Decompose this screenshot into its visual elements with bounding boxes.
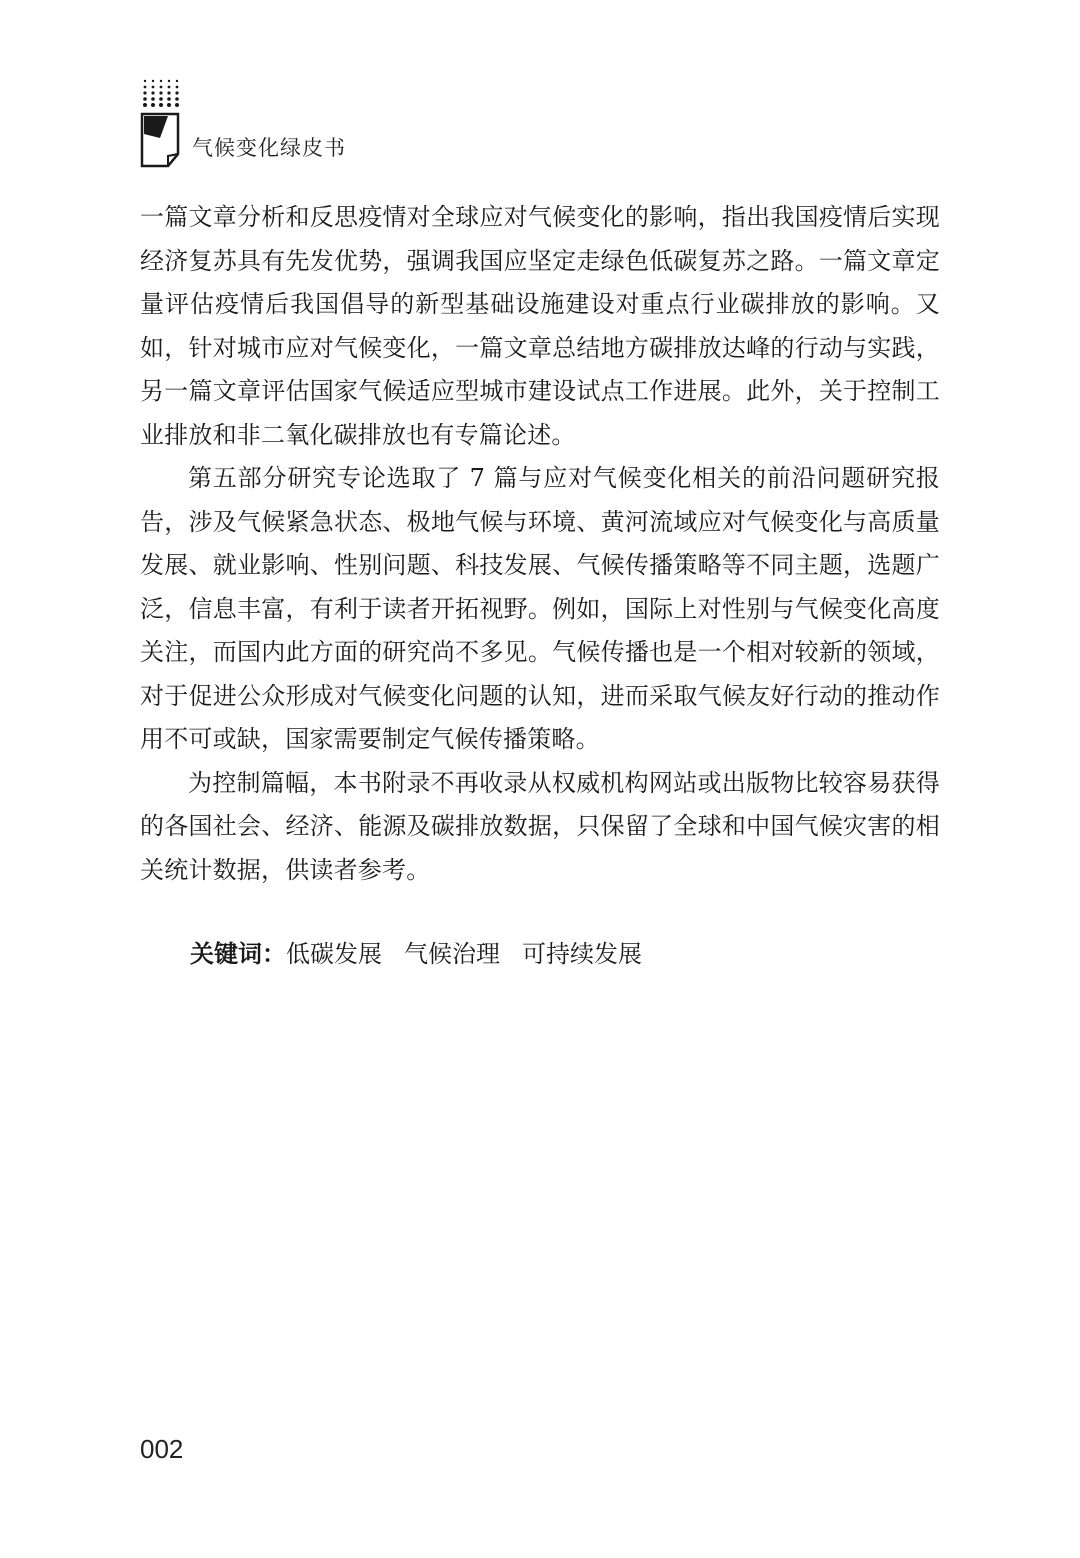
- keywords-label: 关键词：: [190, 940, 286, 968]
- keyword-item: 低碳发展: [286, 940, 382, 968]
- paragraph-1: 一篇文章分析和反思疫情对全球应对气候变化的影响，指出我国疫情后实现经济复苏具有先发优势，强调我国应坚定走绿色低碳复苏之路。一篇文章定量评估疫情后我国倡导的新型基础设施建设对重点行业碳排放的影响。又如，针对城市应对气候变化，一篇文章总结地方碳排放达峰的行动与实践，另一篇文章评估国家气候适应型城市建设试点工作进展。此外，关于控制工业排放和非二氧化碳排放也有专篇论述。: [140, 203, 940, 449]
- running-header: [140, 76, 440, 176]
- paragraph-3: 为控制篇幅，本书附录不再收录从权威机构网站或出版物比较容易获得的各国社会、经济、能源及碳排放数据，只保留了全球和中国气候灾害的相关统计数据，供读者参考。: [140, 768, 940, 884]
- body-text: [140, 196, 940, 892]
- keyword-item: 气候治理: [404, 940, 500, 968]
- book-page-logo-icon: [140, 76, 186, 170]
- book-series-title: 气候变化绿皮书: [192, 136, 346, 160]
- keywords-line: [190, 936, 664, 972]
- page-number: 002: [140, 1434, 184, 1464]
- keyword-item: 可持续发展: [522, 940, 642, 968]
- paragraph-2: 第五部分研究专论选取了 7 篇与应对气候变化相关的前沿问题研究报告，涉及气候紧急状态、极地气候与环境、黄河流域应对气候变化与高质量发展、就业影响、性别问题、科技发展、气候传播策略等不同主题，选题广泛，信息丰富，有利于读者开拓视野。例如，国际上对性别与气候变化高度关注，而国内此方面的研究尚不多见。气候传播也是一个相对较新的领域，对于促进公众形成对气候变化问题的认知，进而采取气候友好行动的推动作用不可或缺，国家需要制定气候传播策略。: [140, 464, 940, 753]
